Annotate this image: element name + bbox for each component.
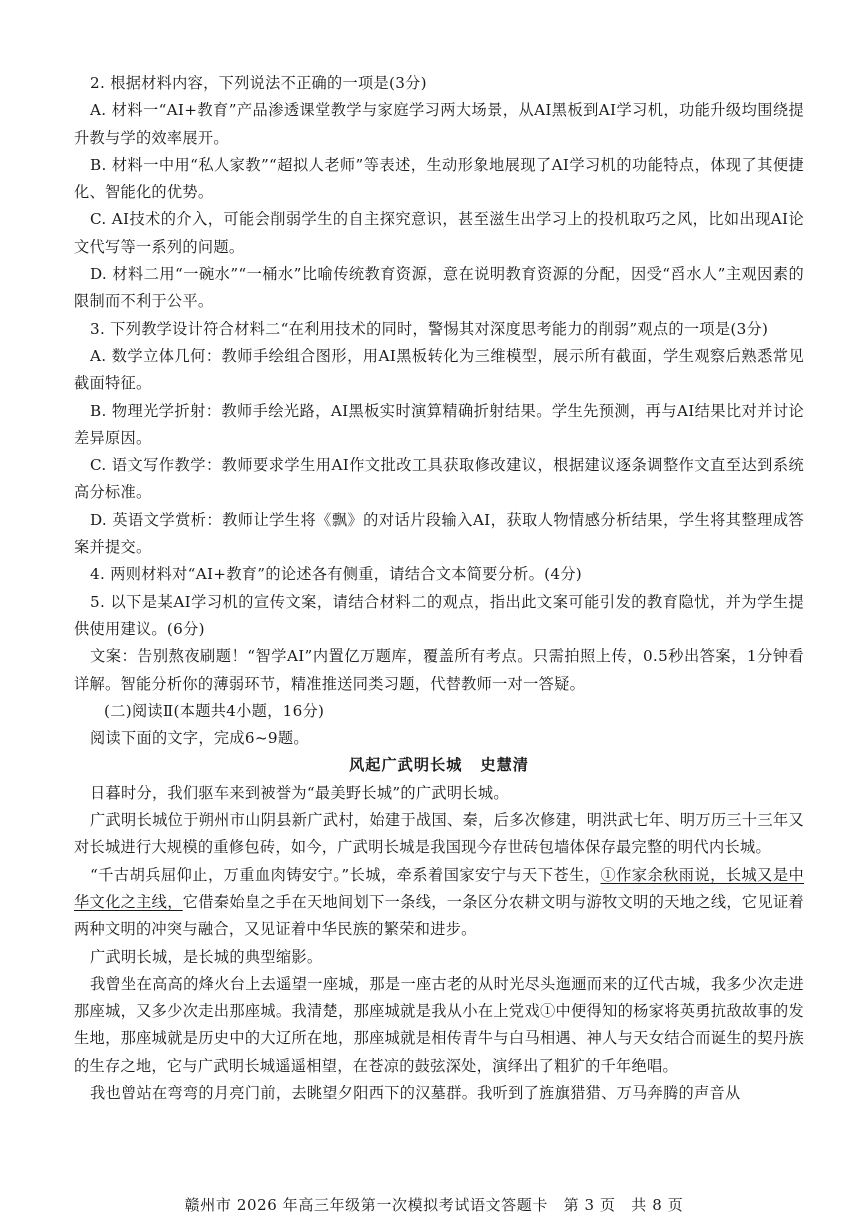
question-2-option-c: C. AI技术的介入，可能会削弱学生的自主探究意识，甚至滋生出学习上的投机取巧之风，比如出现AI论文代写等一系列的问题。 <box>74 210 804 256</box>
question-5-ad-copy: 文案：告别熬夜刷题！“智学AI”内置亿万题库，覆盖所有考点。只需拍照上传，0.5秒出答案，1分钟看详解。智能分析你的薄弱环节，精准推送同类习题，代替教师一对一答疑。 <box>74 647 804 693</box>
question-4-stem: 4. 两则材料对“AI+教育”的论述各有侧重，请结合文本简要分析。(4分) <box>90 565 583 584</box>
section-heading: (二)阅读Ⅱ(本题共4小题，16分) <box>104 701 325 720</box>
question-3-option-b: B. 物理光学折射：教师手绘光路，AI黑板实时演算精确折射结果。学生先预测，再与AI结果比对并讨论差异原因。 <box>74 401 804 447</box>
question-2-option-d: D. 材料二用“一碗水”“一桶水”比喻传统教育资源，意在说明教育资源的分配，因受“舀水人”主观因素的限制而不利于公平。 <box>74 265 804 311</box>
article-title: 风起广武明长城 <box>349 756 463 775</box>
question-2-stem: 2. 根据材料内容，下列说法不正确的一项是(3分) <box>90 74 427 92</box>
article-paragraph-6: 我也曾站在弯弯的月亮门前，去眺望夕阳西下的汉墓群。我听到了旌旗猎猎、万马奔腾的声音从 <box>90 1083 741 1102</box>
question-2-option-a: A. 材料一“AI+教育”产品渗透课堂教学与家庭学习两大场景，从AI黑板到AI学习机，功能升级均围绕提升教与学的效率展开。 <box>74 101 804 147</box>
question-2-option-b: B. 材料一中用“私人家教”“超拟人老师”等表述，生动形象地展现了AI学习机的功能特点，体现了其便捷化、智能化的优势。 <box>74 155 804 202</box>
page-footer: 赣州市 2026 年高三年级第一次模拟考试语文答题卡 第 3 页 共 8 页 <box>184 1196 684 1214</box>
article-paragraph-2: 广武明长城位于朔州市山阴县新广武村，始建于战国、秦，后多次修建，明洪武七年、明万历三十三年又对长城进行大规模的重修包砖，如今，广武明长城是我国现今存世砖包墙体保存最完整的明代内长城。 <box>74 811 804 857</box>
article-paragraph-4: 广武明长城，是长城的典型缩影。 <box>90 947 323 966</box>
underlined-sentence-1: ①作家余秋雨说，长城又是中华文化之主线， <box>74 865 804 911</box>
reading-instruction: 阅读下面的文字，完成6~9题。 <box>90 729 309 748</box>
article-title-line <box>74 752 804 779</box>
article-paragraph-5: 我曾坐在高高的烽火台上去遥望一座城，那是一座古老的从时光尽头迤逦而来的辽代古城，我多少次走进那座城，又多少次走出那座城。我清楚，那座城就是我从小在上党戏①中便得知的杨家将英勇抗敌故事的发生地，那座城就是历史中的大辽所在地，那座城就是相传青牛与白马相遇、神人与天女结合而诞生的契丹族的生存之地，它与广武明长城遥遥相望，在苍凉的鼓弦深处，演绎出了粗犷的千年绝唱。 <box>74 974 804 1075</box>
question-3-stem: 3. 下列教学设计符合材料二“在利用技术的同时，警惕其对深度思考能力的削弱”观点的一项是(3分) <box>90 319 769 338</box>
article-author: 史慧清 <box>480 756 529 775</box>
article-paragraph-1: 日暮时分，我们驱车来到被誉为“最美野长城”的广武明长城。 <box>90 783 509 802</box>
question-5-stem: 5. 以下是某AI学习机的宣传文案，请结合材料二的观点，指出此文案可能引发的教育隐忧，并为学生提供使用建议。(6分) <box>74 592 804 638</box>
article-paragraph-3 <box>74 862 804 944</box>
question-3-option-c: C. 语文写作教学：教师要求学生用AI作文批改工具获取修改建议，根据建议逐条调整作文直至达到系统高分标准。 <box>74 456 804 502</box>
question-3-option-d: D. 英语文学赏析：教师让学生将《飘》的对话片段输入AI，获取人物情感分析结果，学生将其整理成答案并提交。 <box>74 510 804 557</box>
question-3-option-a: A. 数学立体几何：教师手绘组合图形，用AI黑板转化为三维模型，展示所有截面，学生观察后熟悉常见截面特征。 <box>74 346 804 393</box>
article-paragraph-3-start: “千古胡兵屈仰止，万重血肉铸安宁。”长城，牵系着国家安宁与天下苍生， <box>90 865 601 884</box>
article-paragraph-3-end: 它借秦始皇之手在天地间划下一条线，一条区分农耕文明与游牧文明的天地之线，它见证着两种文明的冲突与融合，又见证着中华民族的繁荣和进步。 <box>74 892 804 939</box>
exam-page-body <box>74 70 804 1107</box>
